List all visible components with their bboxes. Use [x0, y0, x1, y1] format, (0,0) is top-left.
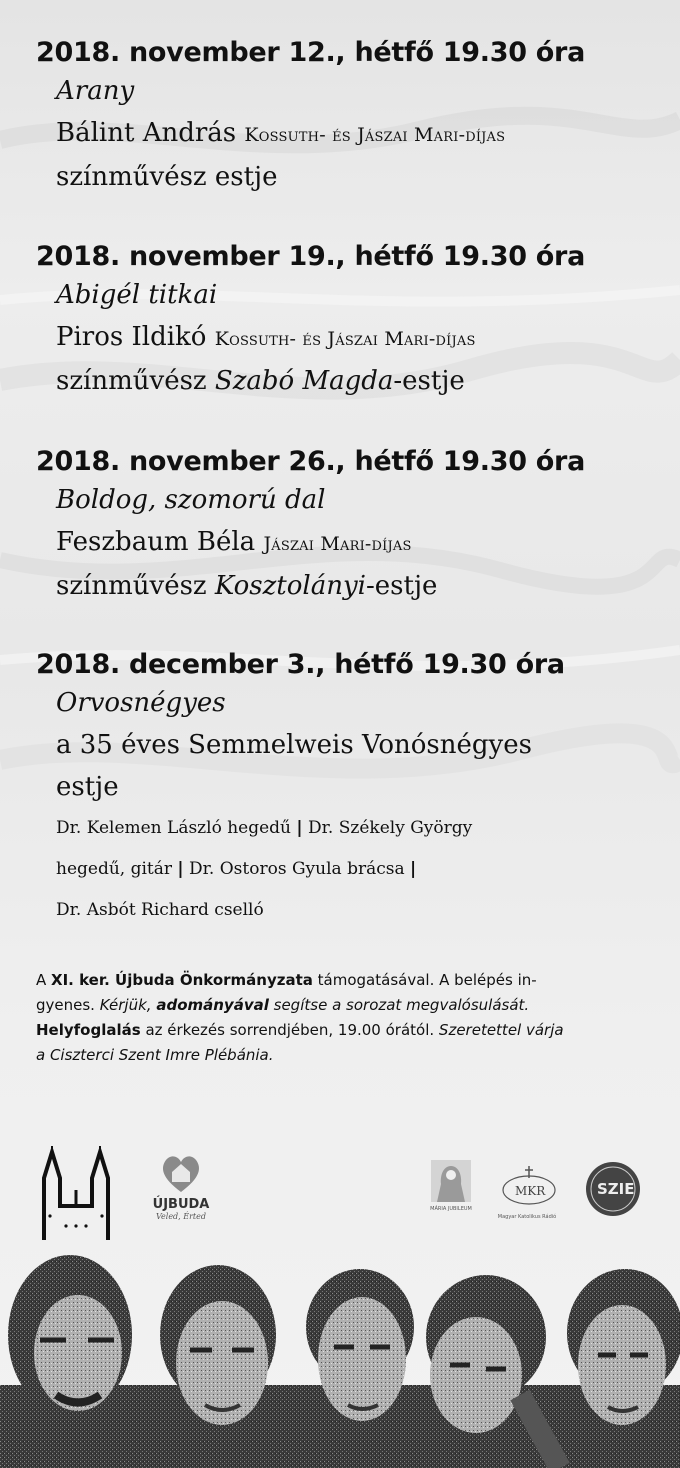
role-author: Kosztolányi [214, 571, 366, 601]
event-date: 2018. november 26., hétfő 19.30 óra [36, 446, 585, 477]
members-line-2 [56, 849, 656, 890]
event-4 [36, 648, 656, 931]
note-text: A [36, 971, 52, 989]
role-suffix: -estje [393, 366, 465, 396]
members-line-1 [56, 808, 656, 849]
event-date: 2018. december 3., hétfő 19.30 óra [36, 649, 565, 680]
ujbuda-name: ÚJBUDA [152, 1197, 210, 1212]
separator: | [296, 818, 303, 838]
note-text: segítse a sorozat megvalósulását. [268, 996, 530, 1014]
logos-row [0, 1140, 680, 1250]
note-line-3 [36, 1018, 646, 1043]
note-line-4 [36, 1043, 646, 1068]
separator: | [410, 859, 417, 879]
portraits-strip [0, 1245, 680, 1468]
role-author: Szabó Magda [214, 366, 394, 396]
mkr-logo [495, 1164, 559, 1224]
madonna-icon [431, 1160, 471, 1202]
maria-jubileum-logo [428, 1160, 474, 1220]
note-line-1 [36, 968, 646, 993]
event-role: színművész estje [56, 162, 278, 192]
award-text: Jászai Mari-díjas [263, 533, 412, 555]
performer-name: Feszbaum Béla [56, 527, 256, 557]
event-2 [36, 240, 656, 402]
performer-name: Bálint András [56, 118, 237, 148]
szie-text: SZIE [597, 1180, 635, 1198]
separator: | [177, 859, 184, 879]
mkr-emblem-icon [495, 1164, 559, 1210]
member-2: Dr. Székely György [308, 818, 473, 838]
note-donation: adományával [156, 996, 269, 1014]
note-text: Kérjük, [99, 996, 157, 1014]
award-text: Kossuth- és Jászai Mari-díjas [214, 328, 476, 350]
event-title: Orvosnégyes [56, 688, 226, 718]
note-reservation: Helyfoglalás [36, 1021, 141, 1039]
role-prefix: színművész [56, 571, 215, 601]
portrait-1 [8, 1255, 132, 1415]
role-prefix: színművész [56, 366, 215, 396]
note-text: a Ciszterci Szent Imre Plébánia. [36, 1046, 274, 1064]
event-role [56, 565, 656, 607]
ujbuda-heart-icon [158, 1150, 204, 1194]
event-1 [36, 36, 656, 198]
note-text: az érkezés sorrendjében, 19.00 órától. [140, 1021, 439, 1039]
event-date: 2018. november 19., hétfő 19.30 óra [36, 241, 585, 272]
note-text: támogatásával. A belépés in- [312, 971, 537, 989]
event-3 [36, 445, 656, 607]
ujbuda-logo [146, 1150, 216, 1230]
event-performer-line [56, 521, 656, 565]
maria-text: MÁRIA JUBILEUM [430, 1206, 472, 1212]
ujbuda-slogan: Veled, Érted [155, 1212, 206, 1221]
award-text: Kossuth- és Jászai Mari-díjas [244, 124, 506, 146]
member-1: Dr. Kelemen László hegedű [56, 818, 291, 838]
performer-name: Piros Ildikó [56, 322, 207, 352]
event-performer-line [56, 316, 656, 360]
note-text: gyenes. [36, 996, 100, 1014]
event-title: Boldog, szomorú dal [56, 485, 326, 515]
event-date: 2018. november 12., hétfő 19.30 óra [36, 37, 585, 68]
event-performer-line [56, 112, 656, 156]
note-sponsor: XI. ker. Újbuda Önkormányzata [51, 971, 313, 989]
event-role [56, 360, 656, 402]
event-title: Abigél titkai [56, 280, 218, 310]
members-line-3 [56, 890, 656, 931]
mkr-sub: Magyar Katolikus Rádió [497, 1214, 557, 1220]
support-note [36, 968, 646, 1068]
mkr-text: MKR [515, 1184, 546, 1198]
member-2-instrument: hegedű, gitár [56, 859, 173, 879]
church-logo [36, 1146, 116, 1240]
note-line-2 [36, 993, 646, 1018]
szie-emblem-icon [584, 1160, 642, 1218]
event-role: estje [56, 772, 119, 802]
member-3: Dr. Ostoros Gyula brácsa [189, 859, 405, 879]
note-text: Szeretettel várja [438, 1021, 564, 1039]
role-suffix: -estje [365, 571, 438, 601]
event-title: Arany [56, 76, 135, 106]
szie-logo [584, 1160, 642, 1218]
member-4: Dr. Asbót Richard cselló [56, 900, 264, 920]
event-ensemble: a 35 éves Semmelweis Vonósnégyes [56, 730, 532, 760]
